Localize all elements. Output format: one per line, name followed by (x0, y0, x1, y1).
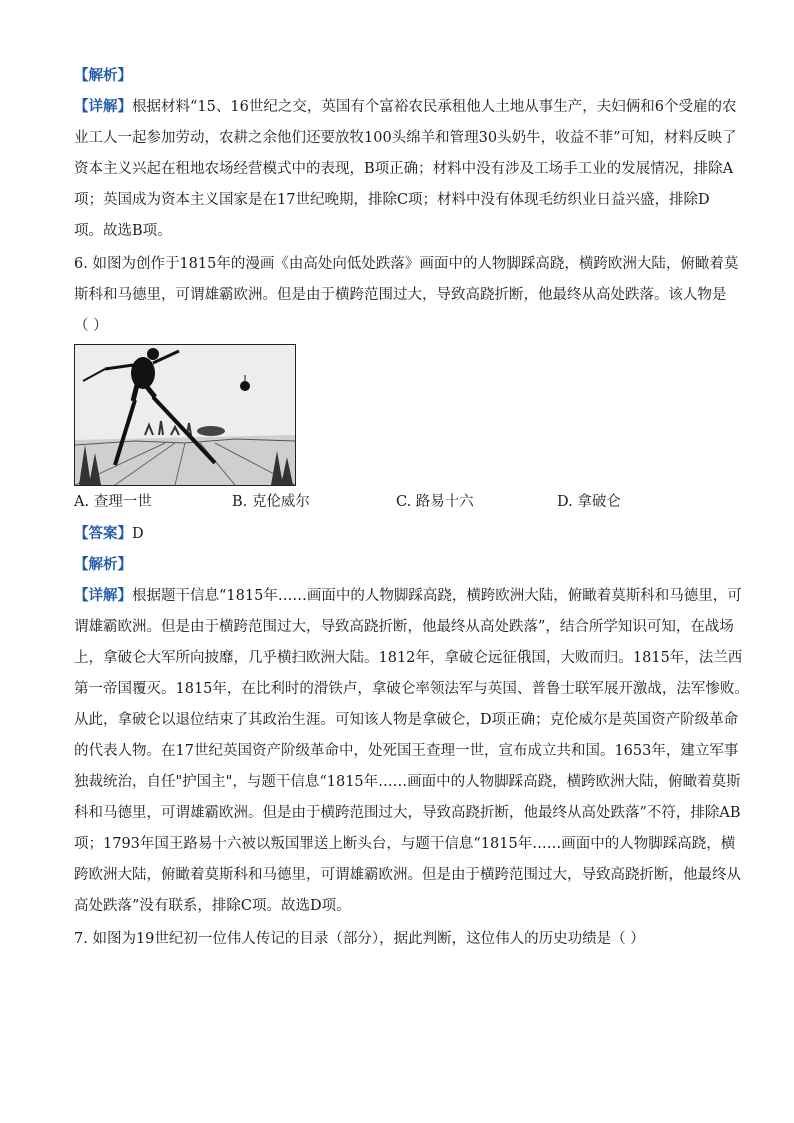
q6-detail-line-10: 跨欧洲大陆，俯瞰着莫斯科和马德里，可谓雄霸欧洲。但是由于横跨范围过大，导致高跷折断，他最终从 (74, 867, 741, 883)
q7-stem: 7. 如图为19世纪初一位伟人传记的目录（部分），据此判断，这位伟人的历史功绩是（ ） (74, 931, 645, 947)
q6-stem-line-2: 斯科和马德里，可谓雄霸欧洲。但是由于横跨范围过大，导致高跷折断，他最终从高处跌落。该人物是 (74, 287, 727, 303)
q6-option-b (232, 492, 310, 512)
q5-detail-line-5: 项。故选B项。 (74, 223, 172, 239)
q6-answer-value: D (132, 526, 144, 542)
q6-detail-line-6: 的代表人物。在17世纪英国资产阶级革命中，处死国王查理一世，宣布成立共和国。1653年，建立军事 (74, 743, 739, 759)
q6-detail-line-7: 独裁统治，自任"护国主"，与题干信息“1815年……画面中的人物脚踩高跷，横跨欧洲大陆，俯瞰着莫斯 (74, 774, 741, 790)
stilt-walker-figure (75, 345, 295, 485)
q6-detail-line-11: 高处跌落”没有联系，排除C项。故选D项。 (74, 898, 351, 914)
option-text: 拿破仑 (577, 494, 621, 510)
q6-stem-line-1: 6. 如图为创作于1815年的漫画《由高处向低处跌落》画面中的人物脚踩高跷，横跨欧洲大陆，俯瞰着莫 (74, 256, 739, 272)
q6-stem-line-3: （ ） (74, 318, 108, 334)
option-label: D. (557, 494, 573, 510)
q5-detail-line-4: 项；英国成为资本主义国家是在17世纪晚期，排除C项；材料中没有体现毛纺织业日益兴盛，排除D (74, 192, 710, 208)
q6-detail-line-1 (74, 586, 742, 606)
q5-detail-tag: 【详解】 (74, 98, 132, 115)
q6-detail-line-8: 科和马德里，可谓雄霸欧洲。但是由于横跨范围过大，导致高跷折断，他最终从高处跌落”不符，排除AB (74, 805, 741, 821)
q6-detail-line-5: 从此，拿破仑以退位结束了其政治生涯。可知该人物是拿破仑，D项正确；克伦威尔是英国资产阶级革命 (74, 712, 739, 728)
q6-option-c (396, 492, 474, 512)
q6-detail-text: 根据题干信息“1815年……画面中的人物脚踩高跷，横跨欧洲大陆，俯瞰着莫斯科和马德里，可 (132, 588, 742, 604)
option-text: 路易十六 (415, 494, 474, 510)
q6-detail-line-9: 项；1793年国王路易十六被以叛国罪送上断头台，与题干信息“1815年……画面中的人物脚踩高跷，横 (74, 836, 736, 852)
q6-option-d (557, 492, 621, 512)
q6-detail-tag: 【详解】 (74, 587, 132, 604)
q5-analysis-heading: 【解析】 (74, 67, 132, 84)
q5-detail-line-1 (74, 97, 737, 117)
q6-detail-line-4: 第一帝国覆灭。1815年，在比利时的滑铁卢，拿破仑率领法军与英国、普鲁士联军展开激战，法军惨败。 (74, 681, 749, 697)
option-label: A. (74, 494, 90, 510)
q5-detail-line-3: 资本主义兴起在租地农场经营模式中的表现，B项正确；材料中没有涉及工场手工业的发展情况，排除A (74, 161, 734, 177)
option-label: B. (232, 494, 248, 510)
q6-answer-tag: 【答案】 (74, 525, 132, 542)
q6-option-a (74, 492, 152, 512)
q6-analysis-heading: 【解析】 (74, 556, 132, 573)
q6-detail-line-2: 谓雄霸欧洲。但是由于横跨范围过大，导致高跷折断，他最终从高处跌落”，结合所学知识可知，在战场 (74, 619, 734, 635)
q5-detail-text: 根据材料“15、16世纪之交，英国有个富裕农民承租他人土地从事生产，夫妇俩和6个受雇的农 (132, 99, 737, 115)
cartoon-illustration (74, 344, 296, 486)
option-text: 查理一世 (93, 494, 152, 510)
option-label: C. (396, 494, 412, 510)
q6-answer (74, 524, 144, 544)
option-text: 克伦威尔 (251, 494, 310, 510)
q6-detail-line-3: 上，拿破仑大军所向披靡，几乎横扫欧洲大陆。1812年，拿破仑远征俄国，大败而归。1815年，法兰西 (74, 650, 743, 666)
q5-detail-line-2: 业工人一起参加劳动，农耕之余他们还要放牧100头绵羊和管理30头奶牛，收益不菲”可知，材料反映了 (74, 130, 737, 146)
